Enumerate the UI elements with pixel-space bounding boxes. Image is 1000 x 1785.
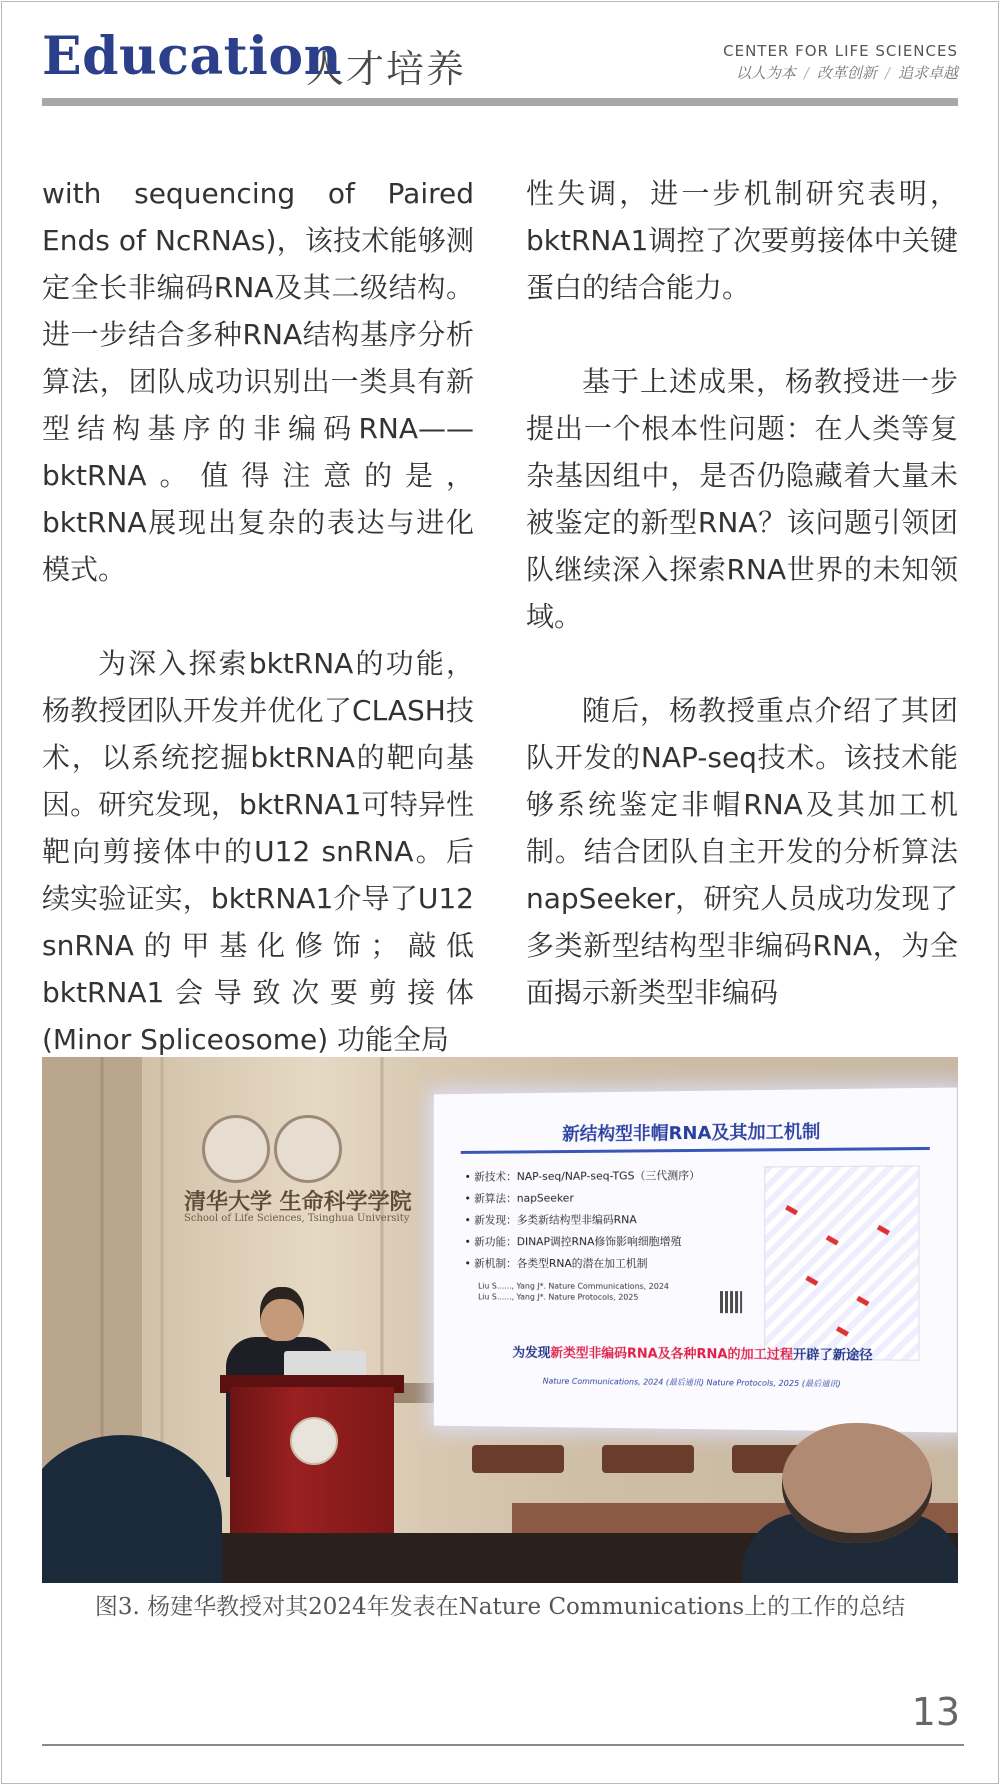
slide-bullet: • 新算法：napSeeker [464,1191,574,1205]
left-column [42,170,474,1063]
brand-title-en: Education [42,26,342,87]
slide-conclusion-highlight: 新类型非编码RNA及各种RNA的加工过程 [550,1346,794,1363]
audience-member-right-head [782,1423,932,1543]
slide-references [478,1281,669,1303]
school-sign-english: School of Life Sciences, Tsinghua University [184,1213,410,1224]
slide-title-rule [461,1147,930,1154]
lecture-photo [42,1057,958,1583]
slide-bullet: • 新功能：DINAP调控RNA修饰影响细胞增殖 [464,1235,682,1249]
paragraph: 性失调，进一步机制研究表明，bktRNA1调控了次要剪接体中关键蛋白的结合能力。 [526,177,958,304]
podium-emblem [290,1417,338,1465]
paragraph: 为深入探索bktRNA的功能，杨教授团队开发并优化了CLASH技术，以系统挖掘bktRNA的靶向基因。研究发现，bktRNA1可特异性靶向剪接体中的U12 snRNA。后续实验证实，bktRNA1介导了U12 snRNA的甲基化修饰；敲低bktRNA1会导致次要剪接体(Minor Spliceosome) 功能全局 [42,647,474,1056]
header-rule [42,98,958,106]
projection-screen [434,1087,957,1432]
paragraph: with sequencing of Paired Ends of NcRNAs)，该技术能够测定全长非编码RNA及其二级结构。进一步结合多种RNA结构基序分析算法，团队成功识别出一类具有新型结构基序的非编码RNA——bktRNA。值得注意的是，bktRNA展现出复杂的表达与进化模式。 [42,177,474,586]
school-sign: 清华大学 生命科学学院 [184,1189,412,1215]
school-emblem [274,1115,342,1183]
qr-code-icon [720,1291,742,1313]
slide-bullet: • 新技术：NAP-seq/NAP-seq-TGS（三代测序） [464,1168,701,1184]
slide-diagram [764,1165,919,1360]
brand-title-zh: 人才培养 [306,47,467,91]
paragraph: 随后，杨教授重点介绍了其团队开发的NAP-seq技术。该技术能够系统鉴定非帽RNA及其加工机制。结合团队自主开发的分析算法napSeeker，研究人员成功发现了多类新型结构型非编码RNA，为全面揭示新类型非编码 [526,694,958,1009]
slide-bullet: • 新发现：多类新结构型非编码RNA [464,1213,637,1227]
paragraph: 基于上述成果，杨教授进一步提出一个根本性问题：在人类等复杂基因组中，是否仍隐藏着大量未被鉴定的新型RNA？该问题引领团队继续深入探索RNA世界的未知领域。 [526,365,958,633]
slide-bullet: • 新机制：各类型RNA的潜在加工机制 [464,1257,648,1270]
slide-title: 新结构型非帽RNA及其加工机制 [562,1121,821,1146]
slide-conclusion-prefix: 为发现 [512,1345,551,1361]
speaker-head [260,1287,304,1341]
footer-rule [42,1744,964,1746]
motto-separator: / [803,64,809,82]
page-number: 13 [911,1690,960,1734]
slide-bullets [465,1164,761,1275]
auditorium-chair [602,1445,694,1473]
motto-item: 以人为本 [735,64,796,82]
slide-conclusion-suffix: 开辟了新途径 [793,1347,873,1364]
figure-caption: 图3. 杨建华教授对其2024年发表在Nature Communications上的工作的总结 [94,1594,906,1620]
slide-reference: Liu S......, Yang J*. Nature Communications, 2024 [478,1281,669,1291]
slide-reference: Liu S......, Yang J*. Nature Protocols, 2025 [478,1292,639,1302]
motto [736,62,958,83]
slide-conclusion [434,1341,957,1364]
motto-item: 改革创新 [816,64,877,82]
motto-separator: / [884,64,890,82]
motto-item: 追求卓越 [897,64,958,82]
tsinghua-emblem [202,1115,270,1183]
slide-footer: Nature Communications, 2024 (最后通讯) Nature Protocols, 2025 (最后通讯) [542,1376,841,1389]
center-title: CENTER FOR LIFE SCIENCES [723,42,958,60]
right-column [526,170,958,1016]
auditorium-chair [472,1445,564,1473]
